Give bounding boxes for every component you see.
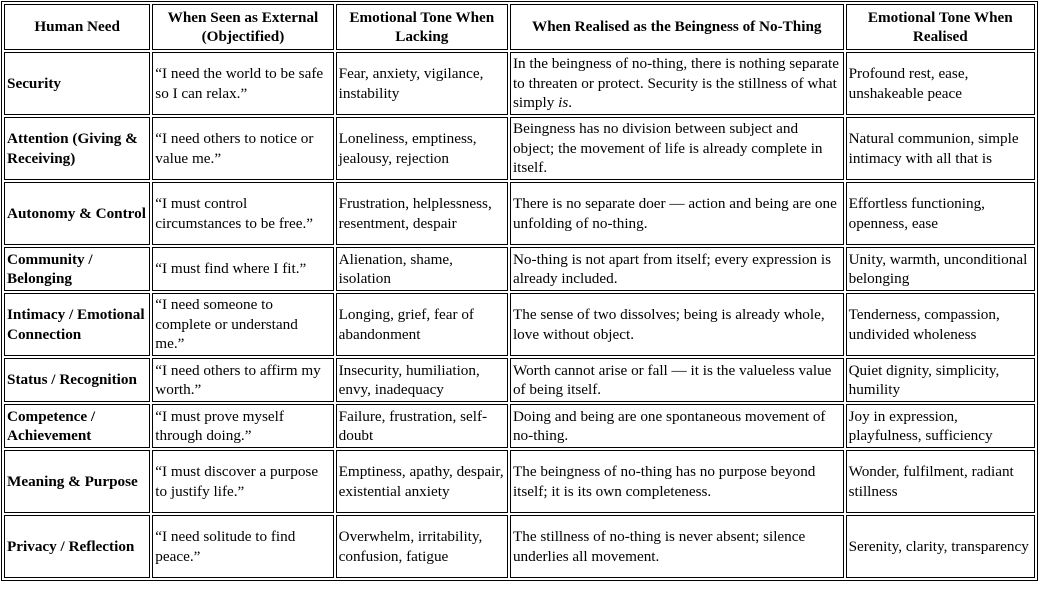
cell-need: Autonomy & Control	[4, 182, 150, 245]
cell-realised	[510, 52, 844, 115]
cell-realised: There is no separate doer — action and being are one unfolding of no-thing.	[510, 182, 844, 245]
cell-realised: No-thing is not apart from itself; every expression is already included.	[510, 247, 844, 291]
cell-external: “I must control circumstances to be free.”	[152, 182, 333, 245]
table-row-meaning	[4, 450, 1035, 513]
cell-tone: Natural communion, simple intimacy with all that is	[846, 117, 1035, 180]
cell-lacking: Longing, grief, fear of abandonment	[336, 293, 508, 356]
table-row-intimacy	[4, 293, 1035, 356]
table-row-community	[4, 247, 1035, 291]
cell-need: Meaning & Purpose	[4, 450, 150, 513]
cell-external: “I need the world to be safe so I can relax.”	[152, 52, 333, 115]
cell-lacking: Alienation, shame, isolation	[336, 247, 508, 291]
cell-need: Intimacy / Emotional Connection	[4, 293, 150, 356]
realised-text: In the beingness of no-thing, there is nothing separate to threaten or protect. Security is the stillness of what simply	[512, 55, 839, 112]
cell-tone: Serenity, clarity, transparency	[846, 515, 1035, 578]
cell-realised: Beingness has no division between subject and object; the movement of life is already complete in itself.	[510, 117, 844, 180]
cell-external: “I need others to notice or value me.”	[152, 117, 333, 180]
cell-need: Status / Recognition	[4, 358, 150, 402]
header-tone-when-lacking: Emotional Tone When Lacking	[336, 4, 508, 50]
header-realised-as-beingness: When Realised as the Beingness of No-Thing	[510, 4, 844, 50]
cell-external: “I must prove myself through doing.”	[152, 404, 333, 448]
cell-lacking: Insecurity, humiliation, envy, inadequacy	[336, 358, 508, 402]
table-row-competence	[4, 404, 1035, 448]
cell-realised: The stillness of no-thing is never absent; silence underlies all movement.	[510, 515, 844, 578]
cell-lacking: Emptiness, apathy, despair, existential anxiety	[336, 450, 508, 513]
cell-tone: Wonder, fulfilment, radiant stillness	[846, 450, 1035, 513]
table-row-privacy	[4, 515, 1035, 578]
cell-tone: Tenderness, compassion, undivided wholeness	[846, 293, 1035, 356]
cell-lacking: Failure, frustration, self-doubt	[336, 404, 508, 448]
cell-need: Security	[4, 52, 150, 115]
cell-external: “I need others to affirm my worth.”	[152, 358, 333, 402]
cell-tone: Effortless functioning, openness, ease	[846, 182, 1035, 245]
cell-tone: Quiet dignity, simplicity, humility	[846, 358, 1035, 402]
table-row-attention	[4, 117, 1035, 180]
cell-lacking: Overwhelm, irritability, confusion, fatigue	[336, 515, 508, 578]
cell-tone: Joy in expression, playfulness, sufficiency	[846, 404, 1035, 448]
realised-text-end: .	[568, 94, 573, 112]
cell-external: “I must find where I fit.”	[152, 247, 333, 291]
header-seen-as-external: When Seen as External (Objectified)	[152, 4, 333, 50]
cell-realised: The sense of two dissolves; being is already whole, love without object.	[510, 293, 844, 356]
human-needs-table	[1, 1, 1038, 581]
cell-need: Privacy / Reflection	[4, 515, 150, 578]
cell-tone: Profound rest, ease, unshakeable peace	[846, 52, 1035, 115]
table-row-status	[4, 358, 1035, 402]
header-tone-when-realised: Emotional Tone When Realised	[846, 4, 1035, 50]
table-row-autonomy	[4, 182, 1035, 245]
header-human-need: Human Need	[4, 4, 150, 50]
cell-need: Community / Belonging	[4, 247, 150, 291]
table-row-security	[4, 52, 1035, 115]
cell-lacking: Frustration, helplessness, resentment, despair	[336, 182, 508, 245]
cell-external: “I need solitude to find peace.”	[152, 515, 333, 578]
cell-lacking: Loneliness, emptiness, jealousy, rejection	[336, 117, 508, 180]
cell-lacking: Fear, anxiety, vigilance, instability	[336, 52, 508, 115]
cell-realised: Worth cannot arise or fall — it is the valueless value of being itself.	[510, 358, 844, 402]
realised-emphasis: is	[558, 94, 569, 112]
cell-external: “I must discover a purpose to justify life.”	[152, 450, 333, 513]
cell-external: “I need someone to complete or understand me.”	[152, 293, 333, 356]
cell-need: Attention (Giving & Receiving)	[4, 117, 150, 180]
header-row	[4, 4, 1035, 50]
cell-realised: The beingness of no-thing has no purpose beyond itself; it is its own completeness.	[510, 450, 844, 513]
cell-tone: Unity, warmth, unconditional belonging	[846, 247, 1035, 291]
cell-realised: Doing and being are one spontaneous movement of no-thing.	[510, 404, 844, 448]
cell-need: Competence / Achievement	[4, 404, 150, 448]
